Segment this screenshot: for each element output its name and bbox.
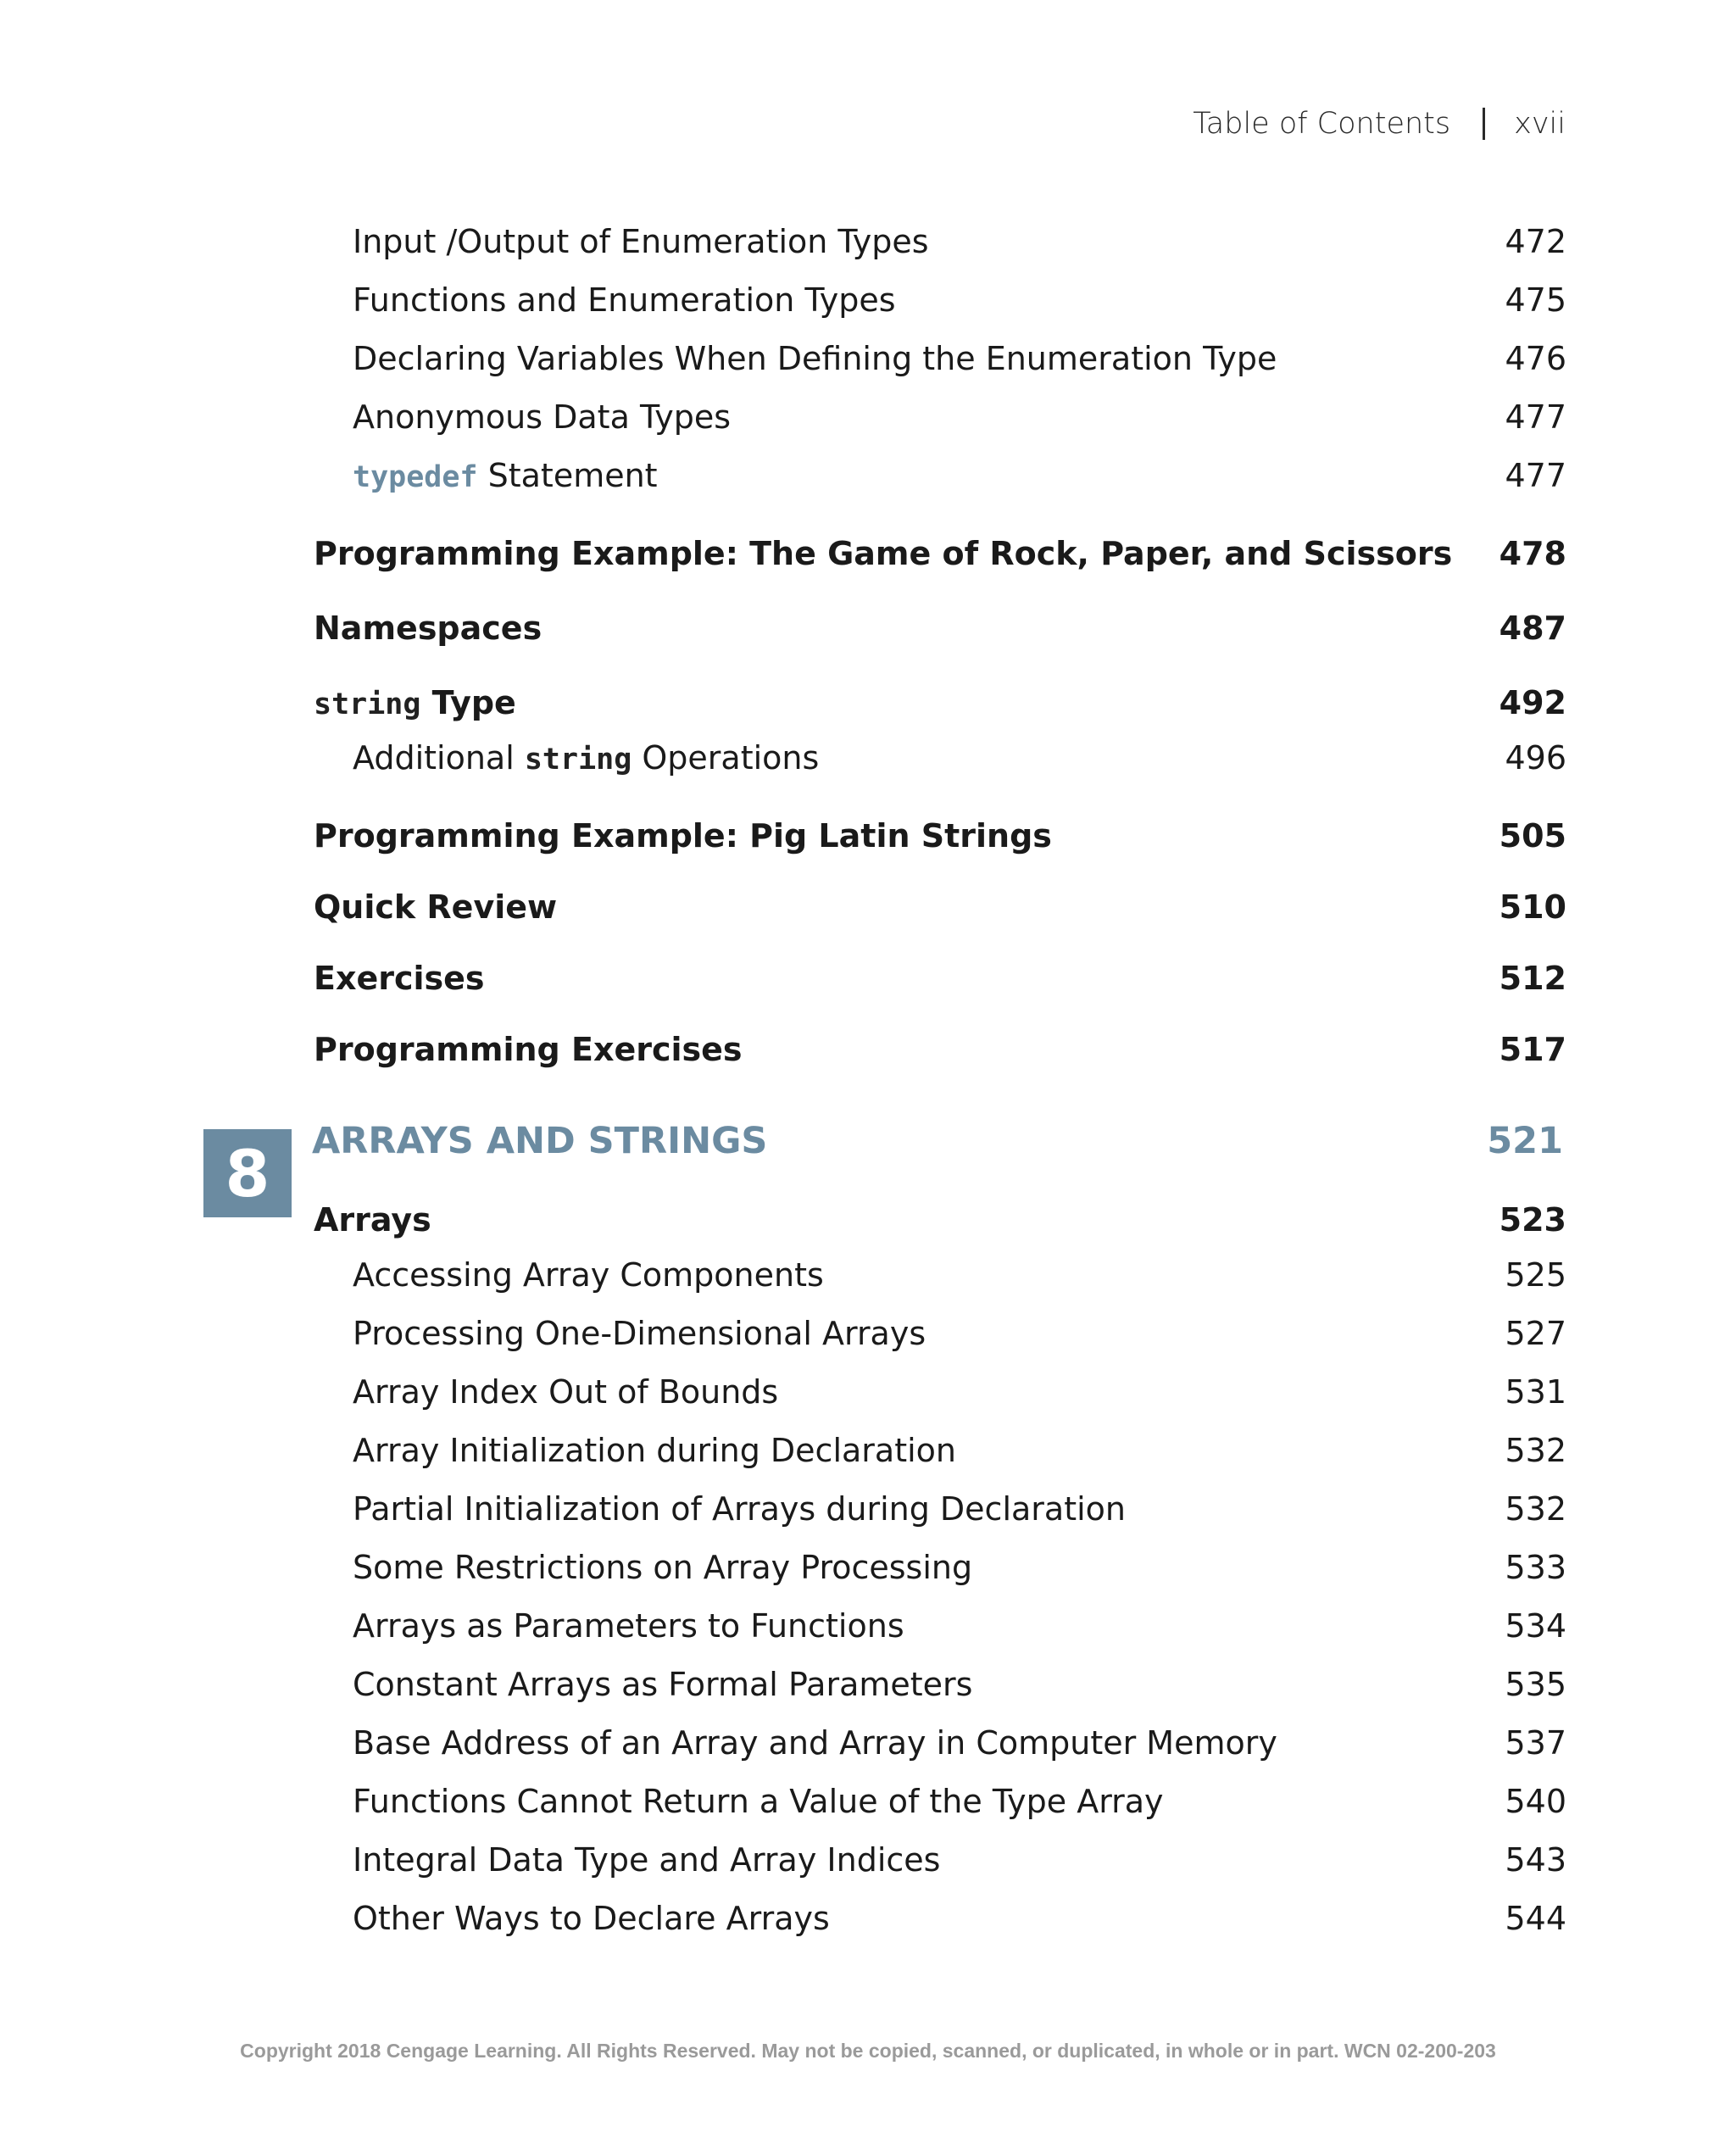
toc-entry-page: 534 [1505, 1607, 1566, 1645]
toc-entry-title: Anonymous Data Types [353, 398, 732, 436]
toc-entry-page: 532 [1505, 1490, 1566, 1528]
toc-entry-page: 527 [1505, 1315, 1566, 1352]
toc-entry-section[interactable] [314, 1031, 1566, 1068]
toc-entry-title: Additional string Operations [353, 739, 820, 777]
toc-entry[interactable] [353, 1900, 1566, 1937]
toc-entry-title: Declaring Variables When Defining the Enumeration Type [353, 340, 1277, 377]
copyright-footer: Copyright 2018 Cengage Learning. All Rights Reserved. May not be copied, scanned, or duplicated, in whole or in part. WCN 02-200-203 [240, 2040, 1496, 2062]
toc-entry-title: Programming Example: The Game of Rock, Paper, and Scissors [314, 535, 1453, 572]
toc-entry-page: 532 [1505, 1432, 1566, 1469]
toc-entry[interactable] [353, 1373, 1566, 1411]
toc-entry-page: 505 [1499, 817, 1566, 855]
toc-entry-title: Base Address of an Array and Array in Computer Memory [353, 1724, 1277, 1762]
toc-entry-title: Programming Exercises [314, 1031, 743, 1068]
toc-entry-section[interactable] [314, 610, 1566, 647]
toc-entry-section[interactable] [314, 960, 1566, 997]
toc-entry-title: Programming Example: Pig Latin Strings [314, 817, 1052, 855]
toc-entry[interactable] [353, 223, 1566, 260]
toc-entry[interactable] [353, 1724, 1566, 1762]
toc-entry[interactable] [353, 1490, 1566, 1528]
toc-entry-title: Arrays [314, 1201, 431, 1239]
toc-entry-title: Other Ways to Declare Arrays [353, 1900, 830, 1937]
toc-entry-section[interactable] [314, 684, 1566, 721]
chapter-number-badge: 8 [203, 1129, 292, 1217]
toc-entry[interactable] [353, 1783, 1566, 1820]
toc-entry-title: Namespaces [314, 610, 542, 647]
toc-entry-title: Constant Arrays as Formal Parameters [353, 1666, 973, 1703]
toc-entry-page: 492 [1499, 684, 1566, 721]
toc-entry-page: 544 [1505, 1900, 1566, 1937]
toc-entry-page: 540 [1505, 1783, 1566, 1820]
toc-entry-page: 537 [1505, 1724, 1566, 1762]
toc-entry-page: 525 [1505, 1256, 1566, 1294]
toc-entry-title: Accessing Array Components [353, 1256, 824, 1294]
toc-entry-title: Exercises [314, 960, 485, 997]
toc-entry-title: Array Initialization during Declaration [353, 1432, 956, 1469]
code-keyword: typedef [353, 460, 478, 494]
running-header [1193, 107, 1566, 141]
toc-entry-page: 543 [1505, 1841, 1566, 1879]
toc-entry-page: 476 [1505, 340, 1566, 377]
toc-entry-page: 477 [1505, 457, 1566, 494]
toc-entry-title: Functions and Enumeration Types [353, 281, 896, 319]
toc-entry-page: 475 [1505, 281, 1566, 319]
chapter-page: 521 [1487, 1120, 1563, 1162]
toc-entry-page: 487 [1499, 610, 1566, 647]
toc-entry-title: Quick Review [314, 888, 558, 926]
toc-entry-title: Array Index Out of Bounds [353, 1373, 779, 1411]
running-header-page-number: xvii [1514, 107, 1566, 141]
chapter-title: ARRAYS AND STRINGS [312, 1120, 768, 1162]
toc-entry-page: 510 [1499, 888, 1566, 926]
toc-entry[interactable] [353, 340, 1566, 377]
toc-entry-title: Partial Initialization of Arrays during Declaration [353, 1490, 1126, 1528]
toc-entry-section[interactable] [314, 1201, 1566, 1239]
toc-entry[interactable] [353, 1841, 1566, 1879]
toc-entry-title: Processing One-Dimensional Arrays [353, 1315, 926, 1352]
toc-entry[interactable] [353, 1256, 1566, 1294]
toc-entry-title: string Type [314, 684, 516, 721]
toc-entry[interactable] [353, 1666, 1566, 1703]
toc-entry-page: 517 [1499, 1031, 1566, 1068]
toc-entry[interactable] [353, 281, 1566, 319]
code-keyword: string [524, 743, 632, 777]
toc-entry-title: Integral Data Type and Array Indices [353, 1841, 941, 1879]
toc-entry[interactable] [353, 1432, 1566, 1469]
toc-entry-section[interactable] [314, 817, 1566, 855]
code-keyword: string [314, 688, 421, 721]
toc-entry[interactable] [353, 457, 1566, 494]
toc-entry[interactable] [353, 1607, 1566, 1645]
toc-entry-page: 535 [1505, 1666, 1566, 1703]
toc-entry-title: Functions Cannot Return a Value of the Type Array [353, 1783, 1164, 1820]
toc-entry-title: Arrays as Parameters to Functions [353, 1607, 904, 1645]
header-separator [1483, 108, 1485, 140]
running-header-section: Table of Contents [1193, 107, 1451, 141]
toc-entry-section[interactable] [314, 535, 1566, 572]
toc-entry[interactable] [353, 398, 1566, 436]
toc-entry-title: Input /Output of Enumeration Types [353, 223, 929, 260]
toc-entry[interactable] [353, 1549, 1566, 1586]
toc-entry-page: 533 [1505, 1549, 1566, 1586]
toc-entry[interactable] [353, 739, 1566, 777]
toc-entry[interactable] [353, 1315, 1566, 1352]
toc-entry-title: Some Restrictions on Array Processing [353, 1549, 973, 1586]
toc-entry-section[interactable] [314, 888, 1566, 926]
toc-entry-page: 472 [1505, 223, 1566, 260]
toc-entry-page: 523 [1499, 1201, 1566, 1239]
toc-entry-page: 478 [1499, 535, 1566, 572]
toc-chapter-heading[interactable] [312, 1120, 1563, 1162]
toc-entry-title: typedef Statement [353, 457, 658, 494]
toc-entry-page: 477 [1505, 398, 1566, 436]
toc-entry-page: 531 [1505, 1373, 1566, 1411]
toc-entry-page: 512 [1499, 960, 1566, 997]
toc-entry-page: 496 [1505, 739, 1566, 777]
